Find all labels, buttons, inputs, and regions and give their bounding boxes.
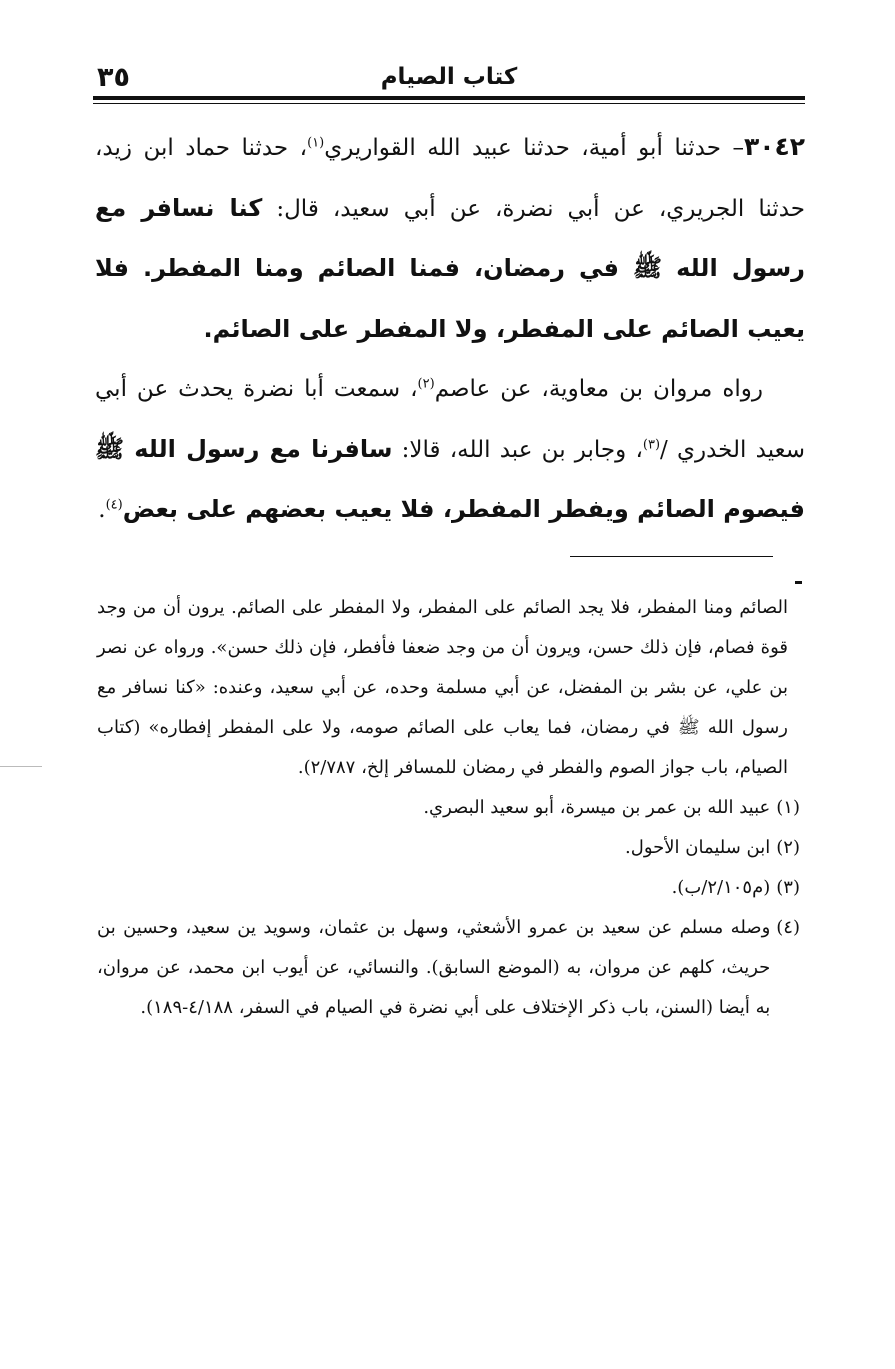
footnote-text: عبيد الله بن عمر بن ميسرة، أبو سعيد البصري. (423, 797, 771, 818)
isnad-intro: – حدثنا أبو أمية، حدثنا عبيد الله القواريري (324, 135, 744, 161)
riwaya-end: . (98, 497, 106, 523)
hadith-paragraph (95, 117, 805, 360)
footnote-4 (97, 908, 800, 1028)
footnote-label: (٤) (776, 917, 800, 938)
main-text (95, 117, 805, 541)
chapter-title: كتاب الصيام (380, 64, 518, 90)
footnote-label: (١) (776, 797, 800, 818)
continuation-mark (795, 581, 802, 584)
footnote-separator (570, 556, 773, 557)
footnote-ref-1: (١) (307, 135, 325, 151)
riwaya-chain: ، سمعت أبا نضرة يحدث عن أبي سعيد الخدري / (95, 376, 806, 463)
margin-line (0, 766, 42, 767)
footnote-text: (م٢/١٠٥/ب). (671, 877, 771, 898)
footnote-ref-4: (٤) (105, 497, 123, 513)
footnote-text: ابن سليمان الأحول. (625, 837, 771, 858)
header-rule-thick (93, 96, 805, 100)
footnote-1 (97, 788, 800, 828)
footnote-ref-2: (٢) (417, 376, 435, 392)
header-rule-thin (93, 103, 805, 104)
page-header (93, 62, 805, 96)
footnote-continuation: الصائم ومنا المفطر، فلا يجد الصائم على المفطر، ولا المفطر على الصائم. يرون أن من وجد قوة فصام، فإن ذلك حسن، ويرون أن من وجد ضعفا فأفطر، فإن ذلك حسن». ورواه عن نصر بن علي، عن بشر بن المفضل، عن أبي مسلمة وحده، عن أبي سعيد، وعنده: «كنا نسافر مع رسول الله ﷺ في رمضان، فما يعاب على الصائم صومه، ولا على المفطر إفطاره» (كتاب الصيام، باب جواز الصوم والفطر في رمضان للمسافر إلخ، ٢/٧٨٧). (97, 597, 789, 778)
footnote-text: وصله مسلم عن سعيد بن عمرو الأشعثي، وسهل بن عثمان، وسويد ين سعيد، وحسين بن حريث، كلهم عن مروان، به (الموضع السابق). والنسائي، عن أيوب ابن محمد، عن مروان، به أيضا (السنن، باب ذكر الإختلاف على أبي نضرة في الصيام في السفر، ٤/١٨٨-١٨٩). (97, 917, 771, 1018)
riwaya-paragraph (95, 360, 805, 541)
footnotes (97, 588, 800, 1028)
footnote-3 (97, 868, 800, 908)
footnote-label: (٢) (776, 837, 800, 858)
footnote-label: (٣) (776, 877, 800, 898)
isnad-chain: ، حدثنا حماد ابن زيد، حدثنا الجريري، عن أبي نضرة، عن أبي سعيد، قال: (95, 135, 805, 222)
riwaya-matn: سافرنا مع رسول الله ﷺ فيصوم الصائم ويفطر المفطر، فلا يعيب بعضهم على بعض (95, 434, 805, 523)
riwaya-chain-2: ، وجابر بن عبد الله، قالا: (392, 436, 643, 463)
hadith-matn: كنا نسافر مع رسول الله ﷺ في رمضان، فمنا الصائم ومنا المفطر. فلا يعيب الصائم على المفطر، ولا المفطر على الصائم. (95, 193, 805, 343)
riwaya-intro: رواه مروان بن معاوية، عن عاصم (434, 376, 763, 402)
page-number: ٣٥ (97, 62, 130, 93)
footnote-ref-3: (٣) (642, 436, 661, 452)
hadith-number: ٣٠٤٢ (743, 132, 805, 161)
footnote-2 (97, 828, 800, 868)
